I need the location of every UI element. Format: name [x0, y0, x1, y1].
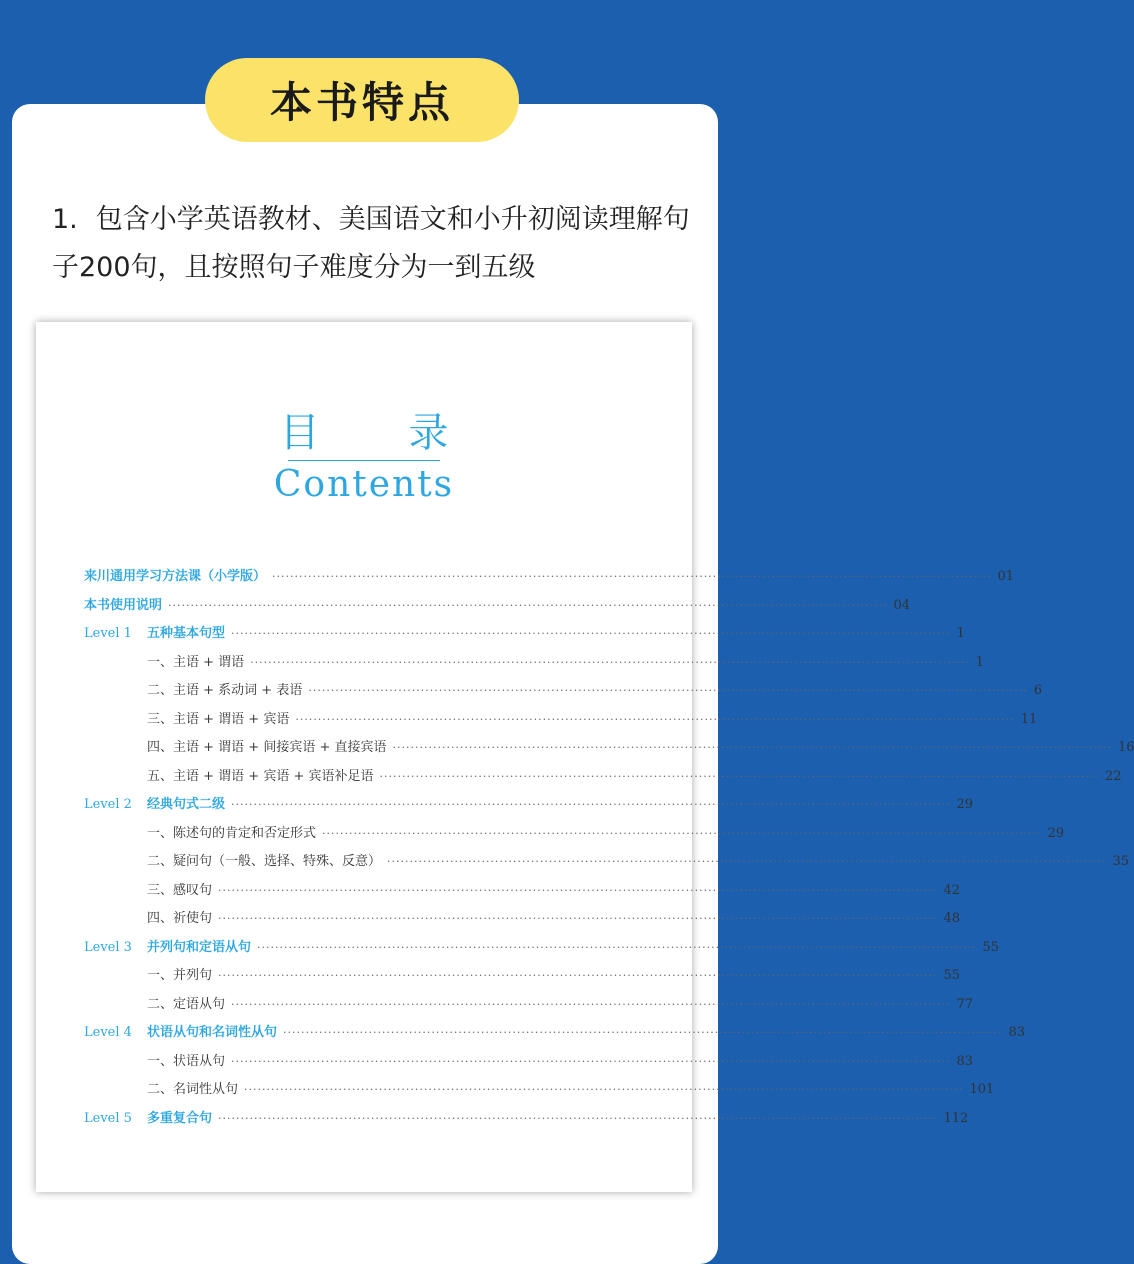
toc-leader-dots: ································································································································································ [218, 912, 938, 925]
toc-entry [84, 1078, 995, 1107]
toc-entry [84, 993, 974, 1022]
toc-leader-dots: ································································································································································ [168, 598, 888, 612]
toc-entry-page: 77 [956, 996, 974, 1012]
toc-leader-dots: ································································································································································ [283, 1026, 1003, 1039]
toc-title-en: Contents [273, 464, 455, 505]
toc-entry [84, 1107, 969, 1136]
toc-entry [84, 651, 984, 680]
toc-entry-label: 四、主语 + 谓语 + 间接宾语 + 直接宾语 [147, 740, 387, 755]
toc-entry-label: 来川通用学习方法课（小学版） [84, 569, 267, 584]
toc-entry-page: 1 [975, 654, 984, 670]
toc-leader-dots: ································································································································································ [231, 798, 951, 811]
toc-entry [84, 879, 961, 908]
toc-leader-dots: ································································································································································ [322, 826, 1042, 840]
toc-entry [84, 1021, 1026, 1050]
toc-entry-label: 三、感叹句 [147, 882, 213, 898]
toc-entry-label: 一、陈述句的肯定和否定形式 [147, 825, 317, 841]
feature-number: 1. [52, 204, 78, 235]
toc-entry-level: Level 1 [84, 626, 132, 641]
section-title: 本书特点 [205, 58, 519, 142]
toc-entry-label: 五种基本句型 [147, 626, 226, 641]
feature-description [52, 196, 692, 292]
toc-heading [36, 408, 692, 505]
toc-entry [84, 765, 1122, 794]
toc-entry [84, 936, 1000, 965]
toc-entry-label: 二、定语从句 [147, 996, 226, 1012]
toc-entry-level: Level 5 [84, 1110, 132, 1126]
toc-entry [84, 793, 974, 822]
toc-entry [84, 679, 1043, 708]
toc-entry-label: 一、并列句 [147, 968, 213, 983]
toc-entry-page: 04 [893, 597, 911, 613]
toc-entry-page: 1 [956, 626, 965, 641]
toc-entry-page: 112 [943, 1110, 969, 1126]
toc-leader-dots: ································································································································································ [231, 997, 951, 1011]
toc-entry-level: Level 2 [84, 797, 132, 812]
toc-entry-page: 11 [1020, 711, 1038, 727]
toc-entry-page: 48 [943, 911, 961, 926]
toc-entry [84, 594, 911, 623]
toc-entry-page: 22 [1104, 768, 1122, 784]
toc-entry-page: 55 [943, 968, 961, 983]
toc-entry-page: 29 [956, 797, 974, 812]
toc-entry-level: Level 3 [84, 939, 132, 955]
toc-leader-dots: ································································································································································ [218, 1111, 938, 1125]
toc-entry [84, 822, 1065, 851]
toc-entry-page: 6 [1033, 683, 1043, 698]
toc-leader-dots: ································································································································································ [218, 883, 938, 897]
toc-entry-label: 二、名词性从句 [147, 1082, 239, 1097]
toc-entry-label: 本书使用说明 [84, 597, 163, 613]
toc-entry-page: 83 [956, 1053, 974, 1069]
toc-leader-dots: ································································································································································ [231, 627, 951, 640]
toc-page-image [36, 322, 1134, 1192]
toc-entry-label: 并列句和定语从句 [147, 939, 252, 955]
toc-entry-label: 五、主语 + 谓语 + 宾语 + 宾语补足语 [147, 768, 374, 784]
toc-entry-page: 01 [997, 569, 1015, 584]
toc-entry [84, 907, 961, 936]
toc-entry-label: 二、主语 + 系动词 + 表语 [147, 683, 303, 698]
toc-entry-page: 29 [1047, 825, 1065, 841]
toc-title-rule [288, 460, 440, 461]
toc-entry-page: 42 [943, 882, 961, 898]
toc-leader-dots: ································································································································································ [272, 570, 992, 583]
toc-entry-page: 101 [969, 1082, 995, 1097]
toc-entry-label: 经典句式二级 [147, 797, 226, 812]
toc-entry [84, 708, 1038, 737]
toc-title-cn: 目 录 [279, 410, 487, 456]
toc-entry [84, 736, 1134, 765]
toc-leader-dots: ································································································································································ [231, 1054, 951, 1068]
toc-entry-label: 一、状语从句 [147, 1053, 226, 1069]
toc-entry [84, 964, 961, 993]
toc-leader-dots: ································································································································································ [392, 741, 1112, 754]
toc-entry-label: 多重复合句 [147, 1110, 213, 1126]
toc-leader-dots: ································································································································································ [308, 684, 1028, 697]
toc-entry-page: 16 [1117, 740, 1134, 755]
toc-entry-label: 状语从句和名词性从句 [147, 1025, 278, 1040]
toc-leader-dots: ································································································································································ [257, 940, 977, 954]
toc-entry [84, 565, 1015, 594]
toc-leader-dots: ································································································································································ [379, 769, 1099, 783]
toc-leader-dots: ································································································································································ [295, 712, 1015, 726]
toc-entry [84, 1050, 974, 1079]
toc-entry-label: 四、祈使句 [147, 911, 213, 926]
toc-leader-dots: ································································································································································ [244, 1083, 964, 1096]
toc-list [84, 565, 1134, 1135]
toc-entry-label: 一、主语 + 谓语 [147, 654, 245, 670]
toc-entry-page: 55 [982, 939, 1000, 955]
toc-leader-dots: ································································································································································ [218, 969, 938, 982]
feature-text: 包含小学英语教材、美国语文和小升初阅读理解句子200句，且按照句子难度分为一到五级 [52, 204, 690, 283]
toc-leader-dots: ································································································································································ [250, 655, 970, 669]
toc-entry-label: 三、主语 + 谓语 + 宾语 [147, 711, 290, 727]
toc-entry-label: 二、疑问句（一般、选择、特殊、反意） [147, 854, 382, 869]
toc-entry-page: 83 [1008, 1025, 1026, 1040]
toc-entry-page: 35 [1112, 854, 1130, 869]
toc-entry [84, 622, 965, 651]
toc-entry [84, 850, 1130, 879]
toc-entry-level: Level 4 [84, 1025, 132, 1040]
toc-leader-dots: ································································································································································ [387, 855, 1107, 868]
